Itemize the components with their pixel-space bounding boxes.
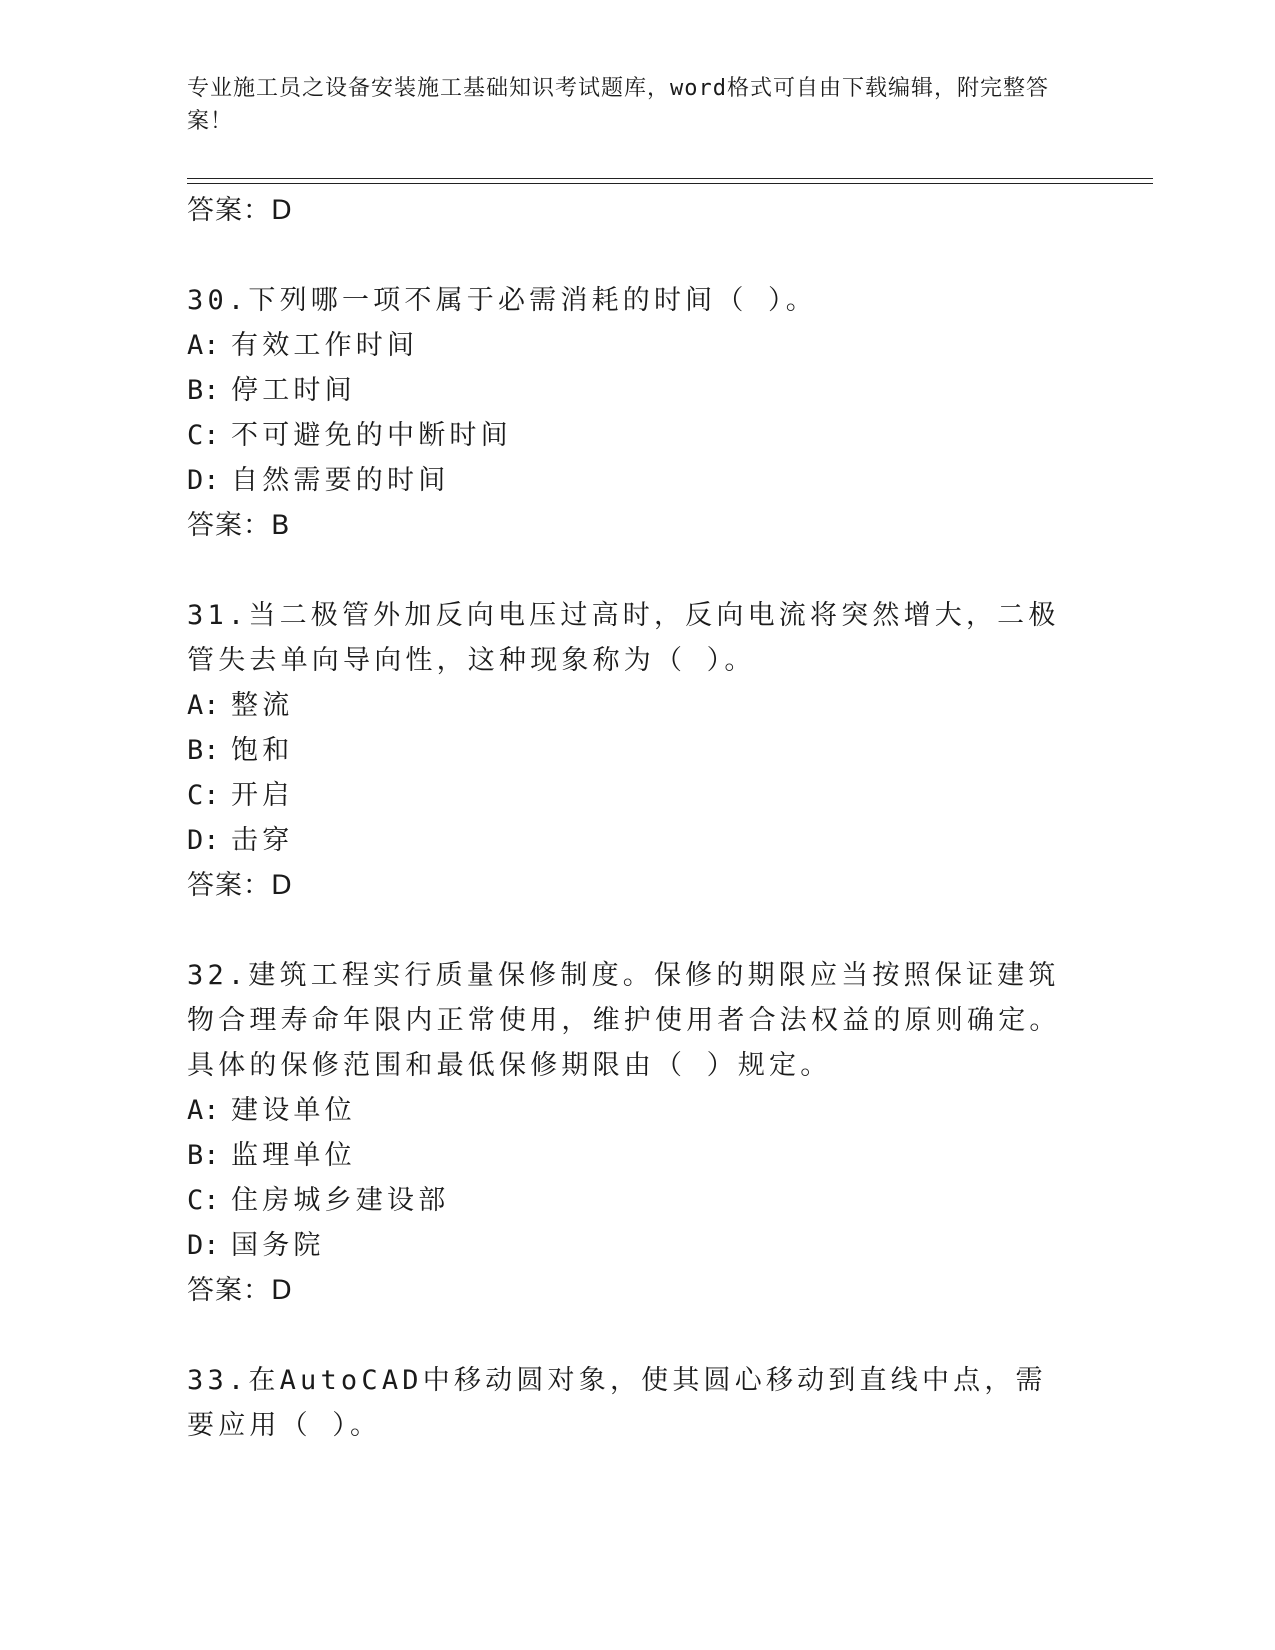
- header-divider-top: [187, 178, 1153, 179]
- question-text: 31.当二极管外加反向电压过高时，反向电流将突然增大，二极管失去单向导向性，这种现象称为（ ）。: [187, 600, 1060, 676]
- option-d: [187, 818, 1087, 863]
- option-key: D:: [187, 465, 220, 496]
- option-text: 整流: [231, 690, 294, 721]
- option-key: C:: [187, 1185, 220, 1216]
- question-30: [187, 278, 1087, 548]
- option-key: B:: [187, 1140, 220, 1171]
- option-a: [187, 1088, 1087, 1133]
- question-31: [187, 593, 1087, 908]
- option-key: A:: [187, 1095, 220, 1126]
- question-text: 30.下列哪一项不属于必需消耗的时间（ ）。: [187, 285, 817, 316]
- option-text: 建设单位: [231, 1095, 356, 1126]
- option-key: B:: [187, 375, 220, 406]
- option-c: [187, 1178, 1087, 1223]
- option-b: [187, 368, 1087, 413]
- option-key: D:: [187, 1230, 220, 1261]
- option-key: D:: [187, 825, 220, 856]
- option-c: [187, 773, 1087, 818]
- option-key: A:: [187, 330, 220, 361]
- option-text: 饱和: [231, 735, 294, 766]
- option-text: 开启: [231, 780, 294, 811]
- answer-line: 答案：D: [187, 870, 293, 901]
- option-text: 自然需要的时间: [231, 465, 450, 496]
- answer-line: 答案：D: [187, 195, 293, 226]
- option-key: C:: [187, 780, 220, 811]
- option-b: [187, 728, 1087, 773]
- option-b: [187, 1133, 1087, 1178]
- option-key: A:: [187, 690, 220, 721]
- header-divider-bottom: [187, 183, 1153, 184]
- option-text: 住房城乡建设部: [231, 1185, 450, 1216]
- option-d: [187, 458, 1087, 503]
- option-text: 监理单位: [231, 1140, 356, 1171]
- option-text: 有效工作时间: [231, 330, 419, 361]
- answer-line: 答案：B: [187, 510, 291, 541]
- option-a: [187, 323, 1087, 368]
- question-text: 32.建筑工程实行质量保修制度。保修的期限应当按照保证建筑物合理寿命年限内正常使用，维护使用者合法权益的原则确定。具体的保修范围和最低保修期限由（ ）规定。: [187, 960, 1061, 1081]
- option-key: B:: [187, 735, 220, 766]
- option-a: [187, 683, 1087, 728]
- option-c: [187, 413, 1087, 458]
- question-list: [187, 188, 1087, 1493]
- option-key: C:: [187, 420, 220, 451]
- option-d: [187, 1223, 1087, 1268]
- question-text: 33.在AutoCAD中移动圆对象，使其圆心移动到直线中点，需要应用（ ）。: [187, 1365, 1047, 1441]
- option-text: 停工时间: [231, 375, 356, 406]
- option-text: 不可避免的中断时间: [231, 420, 512, 451]
- document-header: [187, 72, 1067, 138]
- question-33: [187, 1358, 1087, 1448]
- option-text: 击穿: [231, 825, 294, 856]
- option-text: 国务院: [231, 1230, 325, 1261]
- question-32: [187, 953, 1087, 1313]
- answer-line: 答案：D: [187, 1275, 293, 1306]
- header-text: 专业施工员之设备安装施工基础知识考试题库，word格式可自由下载编辑，附完整答案！: [187, 76, 1049, 134]
